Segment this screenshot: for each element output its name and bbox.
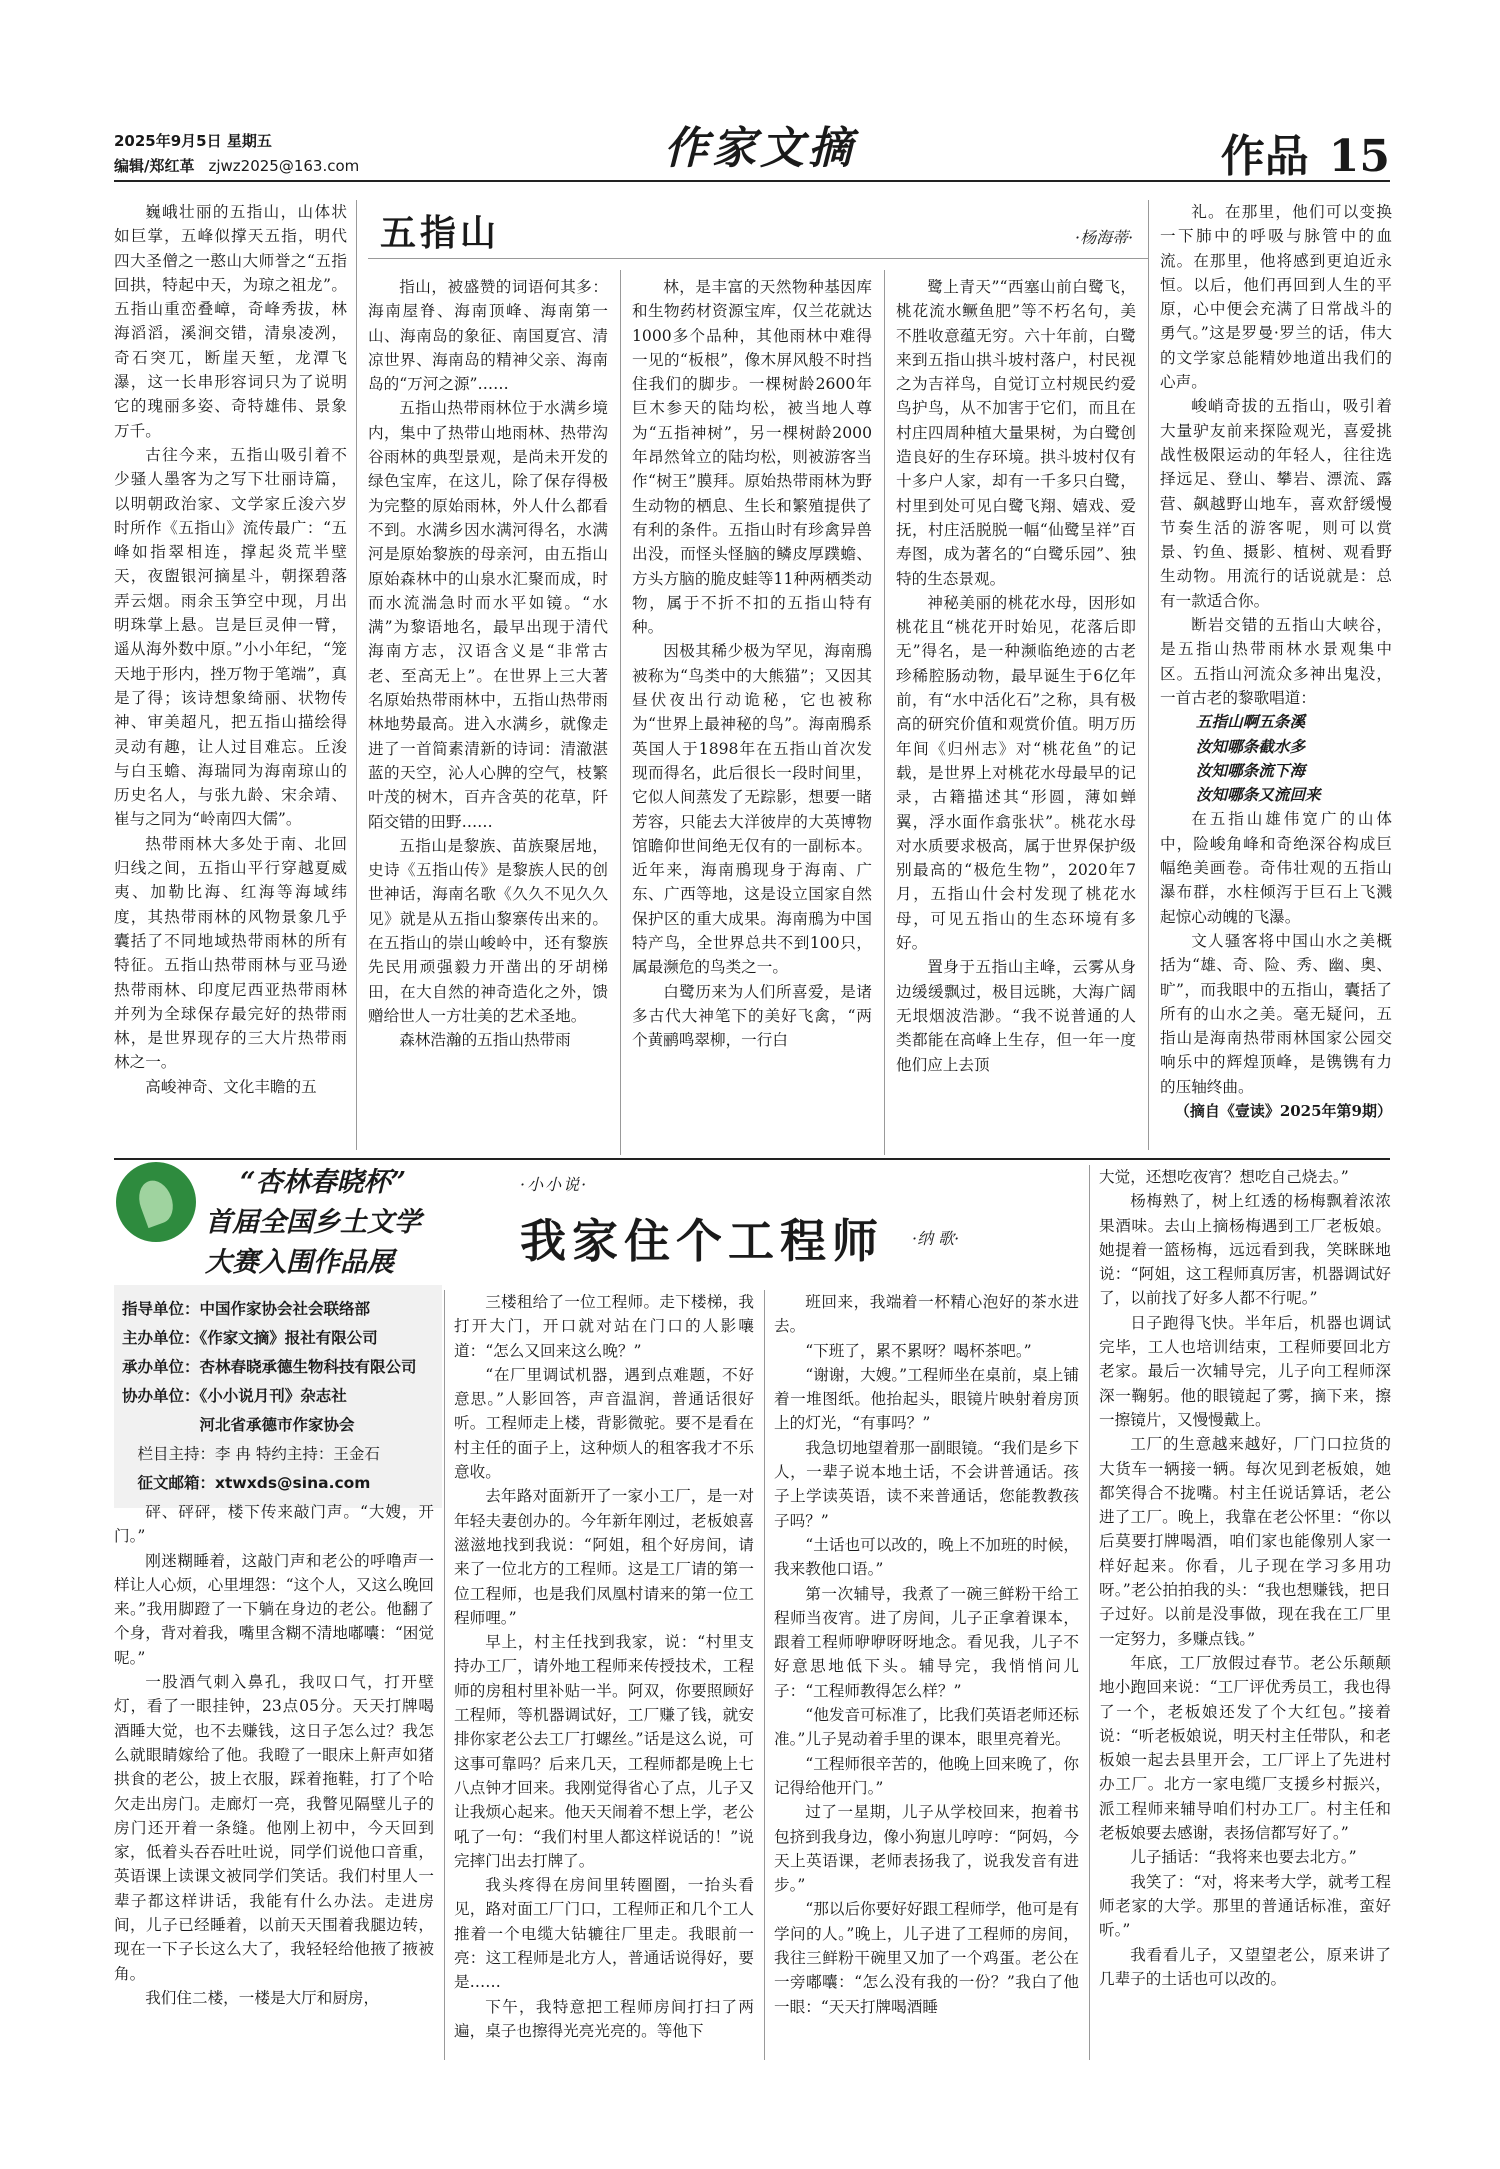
masthead-logo: 作家文摘 — [664, 123, 856, 174]
paragraph: 儿子插话：“我将来也要去北方。” — [1130, 1848, 1357, 1867]
paragraph: 下午，我特意把工程师房间打扫了两遍，桌子也擦得光亮光亮的。等他下 — [454, 1997, 754, 2040]
article1-column-3 — [632, 275, 872, 1155]
paragraph: 工厂的生意越来越好，厂门口拉货的大货车一辆接一辆。每次见到老板娘，她都笑得合不拢嘴。村主任说话算话，老公进了工厂。晚上，我靠在老公怀里：“你以后莫要打牌喝酒，咱们家也能像别人家一样好起来。你看，儿子现在学习多用功呀。”老公拍拍我的头：“我也想赚钱，把日子过好。以前是没事做，现在我在工厂里一定努力，多赚点钱。” — [1099, 1435, 1391, 1648]
article1-column-5 — [1160, 200, 1392, 1155]
header-rule — [114, 180, 1390, 182]
article-title: 我家住个工程师 — [520, 1214, 884, 1268]
paragraph: 指山，被盛赞的词语何其多：海南屋脊、海南顶峰、海南第一山、海南岛的象征、南国夏宫、清凉世界、海南岛的精神父亲、海南岛的“万河之源”…… — [368, 278, 608, 394]
column-host: 栏目主持：李 冉 特约主持：王金石 — [137, 1445, 380, 1463]
poem-line: 汝知哪条截水多 — [1195, 736, 1306, 756]
sponsor-host: 主办单位：《作家文摘》报社有限公司 — [122, 1329, 378, 1347]
section-heading — [1221, 120, 1390, 184]
paragraph: 峻峭奇拔的五指山，吸引着大量驴友前来探险观光，喜爱挑战性极限运动的年轻人，往往选择远足、登山、攀岩、漂流、露营、飙越野山地车，喜欢舒缓慢节奏生活的游客呢，则可以赏景、钓鱼、摄影、植树、观看野生动物。用流行的话说就是：总有一款适合你。 — [1160, 397, 1392, 610]
poem-line: 汝知哪条流下海 — [1195, 760, 1306, 780]
paragraph: 班回来，我端着一杯精心泡好的茶水进去。 — [774, 1293, 1079, 1336]
paragraph: 因极其稀少极为罕见，海南鳽被称为“鸟类中的大熊猫”；又因其昼伏夜出行动诡秘，它也被称为“世界上最神秘的鸟”。海南鳽系英国人于1898年在五指山首次发现而得名，此后很长一段时间里，它似人间蒸发了无踪影，想要一睹芳容，只能去大洋彼岸的大英博物馆瞻仰世间绝无仅有的一副标本。近年来，海南鳽现身于海南、广东、广西等地，这是设立国家自然保护区的重大成果。海南鳽为中国特产鸟，全世界总共不到100只，属最濒危的鸟类之一。 — [632, 642, 872, 977]
column-divider — [764, 1290, 765, 2060]
article1-column-1 — [114, 200, 347, 1155]
paragraph: 我急切地望着那一副眼镜。“我们是乡下人，一辈子说本地土话，不会讲普通话。孩子上学读英语，读不来普通话，您能教教孩子吗？” — [774, 1438, 1079, 1530]
article2-column-1 — [114, 1500, 434, 2060]
paragraph: 我看看儿子，又望望老公，原来讲了几辈子的土话也可以改的。 — [1099, 1945, 1391, 1988]
paragraph: 砰、砰砰，楼下传来敲门声。“大嫂，开门。” — [114, 1503, 434, 1546]
sponsor-coorganizer-2: 河北省承德市作家协会 — [199, 1416, 355, 1434]
sponsor-guide: 指导单位：中国作家协会社会联络部 — [122, 1300, 371, 1318]
paragraph: 一股酒气刺入鼻孔，我叹口气，打开壁灯，看了一眼挂钟，23点05分。天天打牌喝酒睡大觉，也不去赚钱，这日子怎么过？我怎么就眼睛嫁给了他。我瞪了一眼床上鼾声如猪拱食的老公，披上衣服，踩着拖鞋，打了个哈欠走出房门。走廊灯一亮，我瞥见隔壁儿子的房门还开着一条缝。他刚上初中，今天回到家，低着头吞吞吐吐说，同学们说他口音重，英语课上读课文被同学们笑话。我们村里人一辈子都这样讲话，我能有什么办法。走进房间，儿子已经睡着，以前天天围着我腿边转，现在一下子长这么大了，我轻轻给他掖了掖被角。 — [114, 1673, 434, 1983]
paragraph: “谢谢，大嫂。”工程师坐在桌前，桌上铺着一堆图纸。他抬起头，眼镜片映射着房顶上的灯光，“有事吗？” — [774, 1365, 1079, 1433]
paragraph: 我笑了：“对，将来考大学，就考工程师老家的大学。那里的普通话标准，蛮好听。” — [1099, 1872, 1391, 1940]
article-author: ·纳 歌· — [912, 1229, 960, 1248]
paragraph: 礼。在那里，他们可以变换一下肺中的呼吸与脉管中的血流。在那里，他将感到更迫近永恒。以后，他们再回到人生的平原，心中便会充满了日常战斗的勇气。”这是罗曼·罗兰的话，伟大的文学家总能精妙地道出我们的心声。 — [1160, 203, 1392, 392]
paragraph: 年底，工厂放假过春节。老公乐颠颠地小跑回来说：“工厂评优秀员工，我也得了一个，老板娘还发了个大红包。”接着说：“听老板娘说，明天村主任带队，和老板娘一起去县里开会，工厂评上了先进村办工厂。北方一家电缆厂支援乡村振兴，派工程师来辅导咱们村办工厂。村主任和老板娘要去感谢，表扬信都写好了。” — [1099, 1653, 1391, 1843]
paragraph: “他发音可标准了，比我们英语老师还标准。”儿子晃动着手里的课本，眼里亮着光。 — [774, 1706, 1079, 1749]
sponsor-coorganizer: 协办单位：《小小说月刊》杂志社 — [122, 1387, 347, 1405]
column-divider — [620, 270, 621, 1155]
paragraph: “在厂里调试机器，遇到点难题，不好意思。”人影回答，声音温润，普通话很好听。工程师走上楼，背影微驼。要不是看在村主任的面子上，这种烦人的租客我才不乐意收。 — [454, 1365, 754, 1482]
submission-email: 征文邮箱：xtwxds@sina.com — [137, 1474, 371, 1492]
column-divider — [1148, 200, 1149, 1150]
paragraph: 在五指山雄伟宽广的山体中，险峻角峰和奇绝深谷构成巨幅绝美画卷。奇伟壮观的五指山瀑布群，水柱倾泻于巨石上飞溅起惊心动魄的飞瀑。 — [1160, 810, 1392, 926]
paragraph: 断岩交错的五指山大峡谷，是五指山热带雨林水景观集中区。五指山河流众多神出鬼没，一首古老的黎歌唱道： — [1160, 616, 1392, 707]
issue-date: 2025年9月5日 星期五 — [114, 132, 272, 150]
paragraph: 第一次辅导，我煮了一碗三鲜粉干给工程师当夜宵。进了房间，儿子正拿着课本，跟着工程师咿咿呀呀地念。看见我，儿子不好意思地低下头。辅导完，我悄悄问儿子：“工程师教得怎么样？” — [774, 1584, 1079, 1700]
article-genre: ·小小说· — [520, 1175, 589, 1194]
article1-column-2 — [368, 275, 608, 1155]
sponsor-organizer: 承办单位：杏林春晓承德生物科技有限公司 — [122, 1358, 417, 1376]
paragraph: “工程师很辛苦的，他晚上回来晚了，你记得给他开门。” — [774, 1754, 1079, 1797]
poem-line: 五指山啊五条溪 — [1195, 712, 1306, 732]
paragraph: 鹭上青天”“西塞山前白鹭飞，桃花流水鳜鱼肥”等不朽名句，美不胜收意蕴无穷。六十年前，白鹭来到五指山拱斗坡村落户，村民视之为吉祥鸟，自觉订立村规民约爱鸟护鸟，从不加害于它们，而且在村庄四周种植大量果树，为白鹭创造良好的生存环境。拱斗坡村仅有十多户人家，却有一千多只白鹭，村里到处可见白鹭飞翔、嬉戏、爱抚，村庄活脱脱一幅“仙鹭呈祥”百寿图，成为著名的“白鹭乐园”、独特的生态景观。 — [896, 278, 1136, 588]
paragraph: 去年路对面新开了一家小工厂，是一对年轻夫妻创办的。今年新年刚过，老板娘喜滋滋地找到我说：“阿姐，租个好房间，请来了一位北方的工程师。这是工厂请的第一位工程师，也是我们凤凰村请来的第一位工程师哩。” — [454, 1487, 754, 1627]
contest-name-line3: 大赛入围作品展 — [205, 1247, 394, 1278]
column-divider — [356, 200, 357, 1150]
paragraph: “那以后你要好好跟工程师学，他可是有学问的人。”晚上，儿子进了工程师的房间，我往三鲜粉干碗里又加了一个鸡蛋。老公在一旁嘟囔：“怎么没有我的一份？”我白了他一眼：“天天打牌喝酒睡 — [774, 1900, 1079, 2016]
editor-line — [114, 155, 359, 176]
article-title: 五指山 — [380, 212, 501, 254]
sponsor-box — [114, 1285, 442, 1508]
editor-email: zjwz2025@163.com — [208, 157, 360, 175]
paragraph: 三楼租给了一位工程师。走下楼梯，我打开大门，开口就对站在门口的人影嚷道：“怎么又回来这么晚？” — [454, 1293, 754, 1360]
column-divider — [444, 1290, 445, 2060]
paragraph: 刚迷糊睡着，这敲门声和老公的呼噜声一样让人心烦，心里埋怨：“这个人，又这么晚回来。”我用脚蹬了一下躺在身边的老公。他翻了个身，背对着我，嘴里含糊不清地嘟囔：“困觉呢。” — [114, 1551, 434, 1667]
paragraph: 白鹭历来为人们所喜爱，是诸多古代大神笔下的美好飞禽，“两个黄鹂鸣翠柳，一行白 — [632, 982, 872, 1050]
contest-name-line2: 首届全国乡土文学 — [205, 1207, 421, 1238]
paragraph: 文人骚客将中国山水之美概括为“雄、奇、险、秀、幽、奥、旷”，而我眼中的五指山，囊括了所有的山水之美。毫无疑问，五指山是海南热带雨林国家公园交响乐中的辉煌顶峰，是镌镌有力的压轴终曲。 — [1160, 931, 1392, 1096]
source-citation: （摘自《壹读》2025年第9期） — [1174, 1101, 1392, 1120]
paragraph: 神秘美丽的桃花水母，因形如桃花且“桃花开时始见，花落后即无”得名，是一种濒临绝迹的古老珍稀腔肠动物，最早诞生于6亿年前，有“水中活化石”之称，具有极高的研究价值和观赏价值。明万历年间《归州志》对“桃花鱼”的记载，是世界上对桃花水母最早的记录，古籍描述其“形圆，薄如蝉翼，浮水面作翕张状”。桃花水母对水质要求极高，属于世界保护级别最高的“极危生物”，2020年7月，五指山什会村发现了桃花水母，可见五指山的生态环境有多好。 — [896, 593, 1136, 953]
section-name: 作品 — [1220, 131, 1309, 182]
paragraph: 我头疼得在房间里转圈圈，一抬头看见，路对面工厂门口，工程师正和几个工人推着一个电缆大钻辘往厂里走。我眼前一亮：这工程师是北方人，普通话说得好，要是…… — [454, 1876, 754, 1992]
article1-column-4 — [896, 275, 1136, 1155]
paragraph: 置身于五指山主峰，云雾从身边缓缓飘过，极目远眺，大海广阔无垠烟波浩渺。“我不说普通的人类都能在高峰上生存，但一年一度他们应上去顶 — [896, 958, 1136, 1074]
paragraph: 早上，村主任找到我家，说：“村里支持办工厂，请外地工程师来传授技术，工程师的房租村里补贴一半。阿双，你要照顾好工程师，等机器调试好，工厂赚了钱，就安排你家老公去工厂打螺丝。”话是这么说，可这事可靠吗？后来几天，工程师都是晚上七八点钟才回来。我刚觉得省心了点，儿子又让我烦心起来。他天天闹着不想上学，老公吼了一句：“我们村里人都这样说话的！”说完摔门出去打牌了。 — [454, 1633, 754, 1870]
paragraph: 古往今来，五指山吸引着不少骚人墨客为之写下壮丽诗篇，以明朝政治家、文学家丘浚六岁时所作《五指山》流传最广：“五峰如指翠相连，撑起炎荒半壁天，夜盥银河摘星斗，朝探碧落弄云烟。雨余玉笋空中现，月出明珠掌上悬。岂是巨灵伸一臂，遥从海外数中原。”小小年纪，“笼天地于形内，挫万物于笔端”，真是了得；该诗想象绮丽、状物传神、审美超凡，把五指山描绘得灵动有趣，让人过目难忘。丘浚与白玉蟾、海瑞同为海南琼山的历史名人，与张九龄、宋余靖、崔与之同为“岭南四大儒”。 — [114, 445, 347, 829]
paragraph: 杨梅熟了，树上红透的杨梅飘着浓浓果酒味。去山上摘杨梅遇到工厂老板娘。她提着一篮杨梅，远远看到我，笑眯眯地说：“阿姐，这工程师真厉害，机器调试好了，以前找了好多人都不行呢。” — [1099, 1192, 1391, 1308]
paragraph: 高峻神奇、文化丰瞻的五 — [145, 1077, 317, 1096]
column-divider — [884, 270, 885, 1155]
paragraph: 五指山热带雨林位于水满乡境内，集中了热带山地雨林、热带沟谷雨林的典型景观，是尚未开发的绿色宝库，在这儿，除了保存得极为完整的原始雨林，外人什么都看不到。水满乡因水满河得名，水满河是原始黎族的母亲河，由五指山原始森林中的山泉水汇聚而成，时而水流湍急时而水平如镜。“水满”为黎语地名，最早出现于清代海南方志，汉语含义是“非常古老、至高无上”。在世界上三大著名原始热带雨林中，五指山热带雨林地势最高。进入水满乡，就像走进了一首简素清新的诗词：清澈湛蓝的天空，沁人心脾的空气，枝繁叶茂的树木，百卉含英的花草，阡陌交错的田野…… — [368, 399, 608, 831]
paragraph: 巍峨壮丽的五指山，山体状如巨掌，五峰似撑天五指，明代四大圣僧之一憨山大师誉之“五指回拱，特起中天，为琼之祖龙”。五指山重峦叠嶂，奇峰秀拔，林海滔滔，溪涧交错，清泉凌冽，奇石突兀，断崖天堑，龙潭飞瀑，这一长串形容词只为了说明它的瑰丽多姿、奇特雄伟、景象万千。 — [114, 203, 347, 440]
paragraph: 五指山是黎族、苗族聚居地，史诗《五指山传》是黎族人民的创世神话，海南名歌《久久不见久久见》就是从五指山黎寨传出来的。在五指山的崇山峻岭中，还有黎族先民用顽强毅力开凿出的牙胡梯田，在大自然的神奇造化之外，馈赠给世人一方壮美的艺术圣地。 — [368, 836, 608, 1025]
article-author: ·杨海蒂· — [1075, 228, 1134, 247]
paragraph: 日子跑得飞快。半年后，机器也调试完毕，工人也培训结束，工程师要回北方老家。最后一次辅导完，儿子向工程师深深一鞠躬。他的眼镜起了雾，摘下来，擦一擦镜片，又慢慢戴上。 — [1099, 1313, 1391, 1429]
paragraph: 林，是丰富的天然物种基因库和生物药材资源宝库，仅兰花就达1000多个品种，其他雨林中难得一见的“板根”，像木屏风般不时挡住我们的脚步。一棵树龄2600年巨木参天的陆均松，被当地人尊为“五指神树”，另一棵树龄2000年昂然耸立的陆均松，则被游客当作“树王”膜拜。原始热带雨林为野生动物的栖息、生长和繁殖提供了有利的条件。五指山时有珍禽异兽出没，而怪头怪脑的鳞皮厚蹼蟾、方头方脑的脆皮蛙等11种两栖类动物，属于不折不扣的五指山特有种。 — [632, 278, 872, 637]
paragraph: “下班了，累不累呀？喝杯茶吧。” — [805, 1341, 1032, 1360]
article2-column-4 — [1099, 1165, 1391, 2060]
editor-name: 编辑/郑红革 — [114, 157, 195, 175]
paragraph: 森林浩瀚的五指山热带雨 — [399, 1031, 571, 1050]
paragraph: 过了一星期，儿子从学校回来，抱着书包挤到我身边，像小狗崽儿哼哼：“阿妈，今天上英语课，老师表扬我了，说我发音有进步。” — [774, 1803, 1079, 1895]
page-number: 15 — [1328, 131, 1390, 182]
article2-column-2 — [454, 1290, 754, 2060]
column-divider — [1089, 1165, 1090, 2060]
paragraph: “土话也可以改的，晚上不加班的时候，我来教他口语。” — [774, 1535, 1079, 1579]
poem-line: 汝知哪条又流回来 — [1195, 785, 1321, 805]
contest-name-line1: “杏林春晓杯” — [240, 1167, 407, 1198]
title-underline — [368, 258, 1148, 259]
paragraph: 热带雨林大多处于南、北回归线之间，五指山平行穿越夏威夷、加勒比海、红海等海域纬度，其热带雨林的风物景象几乎囊括了不同地域热带雨林的所有特征。五指山热带雨林与亚马逊热带雨林、印度尼西亚热带雨林并列为全球保存最完好的热带雨林，是世界现存的三大片热带雨林之一。 — [114, 834, 347, 1072]
paragraph: 大觉，还想吃夜宵？想吃自己烧去。” — [1099, 1168, 1349, 1186]
article2-column-3 — [774, 1290, 1079, 2060]
paragraph: 我们住二楼，一楼是大厅和厨房， — [145, 1988, 380, 2007]
